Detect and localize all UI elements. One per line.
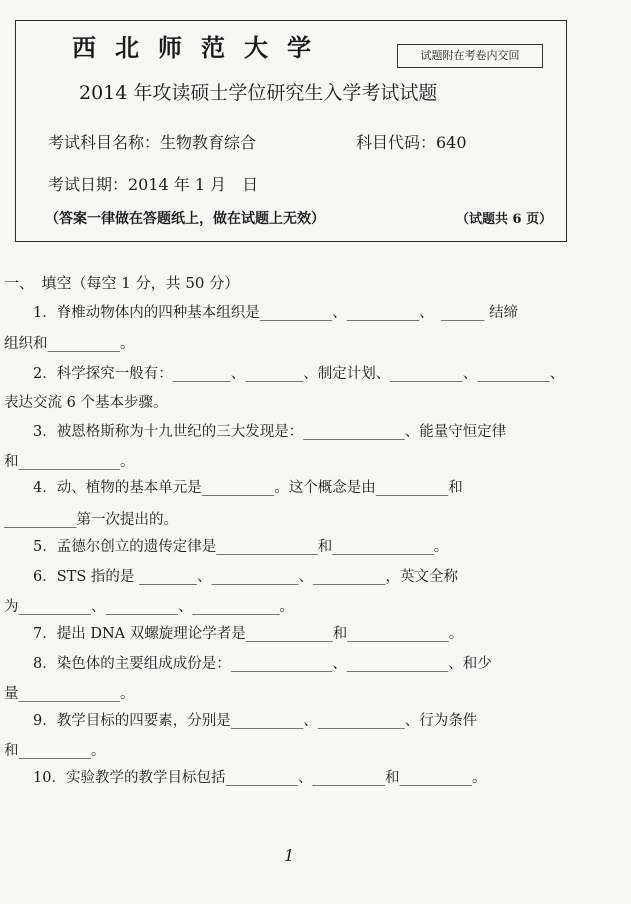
question-line: 组织和__________。: [4, 336, 135, 352]
question-line: 3．被恩格斯称为十九世纪的三大发现是：______________、能量守恒定律: [33, 424, 507, 440]
question-line: 5．孟德尔创立的遗传定律是______________和______________。: [33, 539, 449, 555]
answer-instruction: （答案一律做在答题纸上，做在试题上无效）: [45, 211, 325, 227]
question-line: 表达交流 6 个基本步骤。: [4, 395, 168, 411]
subject-code: 科目代码：640: [356, 133, 467, 152]
exam-title: 2014 年攻读硕士学位研究生入学考试试题: [79, 82, 438, 104]
question-line: 9．教学目标的四要素，分别是__________、____________、行为条件: [33, 713, 478, 729]
question-line: 1．脊椎动物体内的四种基本组织是__________、__________、 ______ 结缔: [33, 305, 519, 321]
question-line: 10．实验教学的教学目标包括__________、__________和__________。: [33, 770, 487, 786]
exam-date: 考试日期：2014 年 1 月 日: [48, 175, 259, 194]
page-number: 1: [284, 846, 295, 865]
question-line: 2．科学探究一般有：________、________、制定计划、__________、__________、: [33, 366, 565, 382]
question-line: 量______________。: [4, 686, 135, 702]
question-line: 和__________。: [4, 743, 106, 759]
question-line: 为__________、__________、____________。: [4, 599, 294, 615]
question-line: 8．染色体的主要组成成份是：______________、______________、和少: [33, 656, 492, 672]
question-line: 7．提出 DNA 双螺旋理论学者是____________和______________。: [33, 626, 464, 642]
return-notice: 试题附在考卷内交回: [397, 44, 543, 68]
question-line: 4．动、植物的基本单元是__________。这个概念是由__________和: [33, 480, 463, 496]
subject-name: 考试科目名称：生物教育综合: [48, 133, 257, 152]
question-line: __________第一次提出的。: [4, 512, 178, 528]
university-name: 西北师范大学: [72, 33, 330, 62]
question-line: 和______________。: [4, 454, 135, 470]
page-count: （试题共 6 页）: [456, 212, 553, 227]
section-title: 一、 填空（每空 1 分，共 50 分）: [4, 274, 240, 292]
question-line: 6．STS 指的是 ________、____________、__________，英文全称: [33, 569, 458, 585]
